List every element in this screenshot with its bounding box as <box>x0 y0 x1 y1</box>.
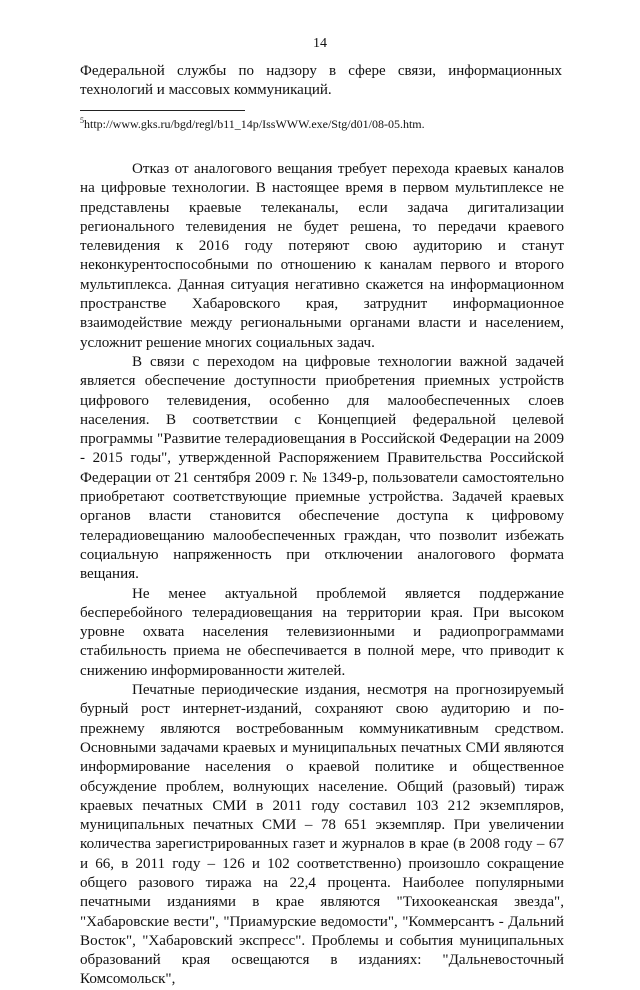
paragraph-print-media: Печатные периодические издания, несмотря на прогнозируемый бурный рост интернет-изданий, сохраняют свою аудиторию и по-прежнему являются востребованным коммуникативным средством. Основными задачами краевых и муниципальных печатных СМИ являются информирование населения о краевой политике и общественное обсуждение проблем, волнующих население. Общий (разовый) тираж краевых печатных СМИ в 2011 году составил 103 212 экземпляров, муниципальных печатных СМИ – 78 651 экземпляр. При увеличении количества зарегистрированных газет и журналов в крае (в 2008 году – 67 и 66, в 2011 году – 126 и 102 соответственно) произошло сокращение общего разового тиража на 22,4 процента. Наиболее популярными печатными изданиями в крае являются "Тихоокеанская звезда", "Хабаровские вести", "Приамурские ведомости", "Коммерсантъ - Дальний Восток", "Хабаровский экспресс". Проблемы и события муниципальных образований края освещаются в изданиях: "Дальневосточный Комсомольск", <box>80 682 564 988</box>
footnote-divider <box>80 110 245 111</box>
footnote <box>80 114 425 131</box>
continued-paragraph: Федеральной службы по надзору в сфере связи, информационных технологий и массовых коммуникаций. <box>80 63 562 98</box>
footnote-marker: 5 <box>80 116 84 125</box>
paragraph-digital-transition: Отказ от аналогового вещания требует перехода краевых каналов на цифровые технологии. В настоящее время в первом мультиплексе не представлены краевые телеканалы, если задача дигитализации регионального телевидения не будет решена, то передачи краевого телевидения к 2016 году потеряют свою аудиторию и станут неконкурентоспособными по отношению к каналам первого и второго мультиплекса. Данная ситуация негативно скажется на информационном пространстве Хабаровского края, затруднит информационное взаимодействие между региональными органами власти и населением, усложнит решение многих социальных задач. <box>80 161 564 351</box>
footnote-link[interactable]: http://www.gks.ru/bgd/regl/b11_14p/IssWWW.exe/Stg/d01/08-05.htm. <box>84 117 425 131</box>
paragraph-broadcast-stability: Не менее актуальной проблемой является поддержание бесперебойного телерадиовещания на территории края. При высоком уровне охвата населения телевизионными и радиопрограммами стабильность приема не обеспечивается в полной мере, что приводит к снижению информированности жителей. <box>80 585 564 679</box>
page-number: 14 <box>313 36 327 51</box>
paragraph-receiver-access: В связи с переходом на цифровые технологии важной задачей является обеспечение доступности приобретения приемных устройств цифрового телевидения, особенно для малообеспеченных слоев населения. В соответствии с Концепцией федеральной целевой программы "Развитие телерадиовещания в Российской Федерации на 2009 - 2015 годы", утвержденной Распоряжением Правительства Российской Федерации от 21 сентября 2009 г. № 1349-р, пользователи самостоятельно приобретают соответствующие приемные устройства. Задачей краевых органов власти становится обеспечение доступа к цифровому телерадиовещанию малообеспеченных граждан, что позволит избежать социальную напряженность при отключении аналогового формата вещания. <box>80 353 564 583</box>
body-text <box>80 160 564 990</box>
